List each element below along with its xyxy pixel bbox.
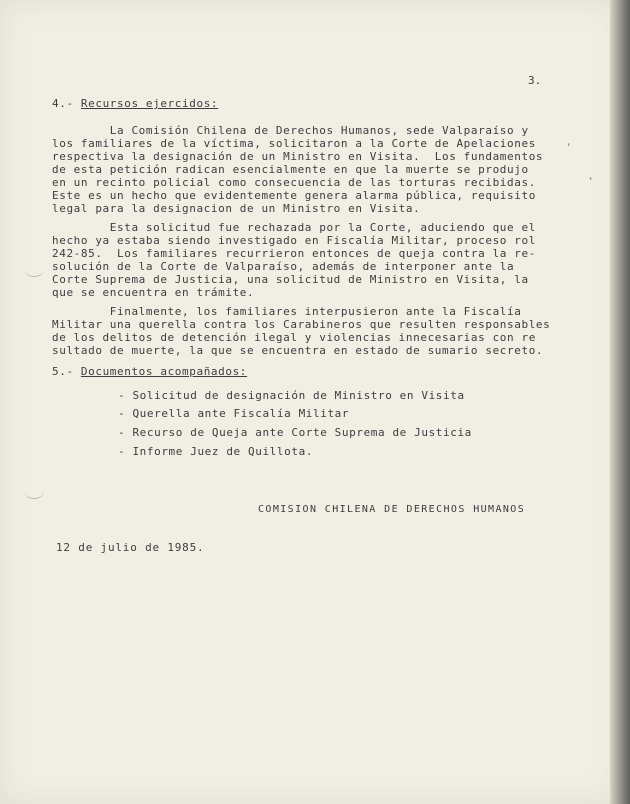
section-4-number: 4.- [52,97,74,110]
paragraph-1-line: los familiares de la víctima, solicitaron a la Corte de Apelaciones [52,137,536,150]
paragraph-1-line: en un recinto policial como consecuencia de las torturas recibidas. [52,176,536,189]
paragraph-2-line: Corte Suprema de Justicia, una solicitud de Ministro en Visita, la [52,273,529,286]
paragraph-1-line: La Comisión Chilena de Derechos Humanos, sede Valparaíso y [52,124,529,137]
paragraph-2-line: 242-85. Los familiares recurrieron entonces de queja contra la re- [52,247,536,260]
punch-hole-mark [24,262,44,277]
paragraph-2-line: Esta solicitud fue rechazada por la Corte, aduciendo que el [52,221,536,234]
stray-mark: , [588,172,594,182]
stray-mark: , [566,138,572,148]
attached-document-item: - Querella ante Fiscalía Militar [118,407,350,420]
document-date: 12 de julio de 1985. [56,541,205,554]
paragraph-1-line: respectiva la designación de un Ministro en Visita. Los fundamentos [52,150,544,163]
section-4-heading [52,97,218,110]
paragraph-1-line: legal para la designacion de un Ministro en Visita. [52,202,421,215]
section-4-title: Recursos ejercidos: [80,97,219,110]
section-5-heading [52,365,247,378]
page-number: 3. [528,74,542,87]
attached-document-item: - Informe Juez de Quillota. [118,445,314,458]
paragraph-2-line: que se encuentra en trámite. [52,286,255,299]
section-5-number: 5.- [52,365,74,378]
paragraph-2-line: solución de la Corte de Valparaíso, además de interponer ante la [52,260,515,273]
attached-document-item: - Solicitud de designación de Ministro en Visita [118,389,465,402]
scan-edge-shadow [610,0,630,804]
paragraph-1-line: de esta petición radican esencialmente en que la muerte se produjo [52,163,529,176]
punch-hole-mark [24,484,44,499]
section-5-title: Documentos acompañados: [80,365,248,378]
paragraph-1-line: Este es un hecho que evidentemente genera alarma pública, requisito [52,189,536,202]
paragraph-2-line: hecho ya estaba siendo investigado en Fiscalía Militar, proceso rol [52,234,536,247]
paragraph-3-line: Militar una querella contra los Carabineros que resulten responsables [52,318,551,331]
signature-organization: COMISION CHILENA DE DERECHOS HUMANOS [258,504,526,515]
attached-document-item: - Recurso de Queja ante Corte Suprema de Justicia [118,426,472,439]
paragraph-3-line: de los delitos de detención ilegal y violencias innecesarias con re [52,331,536,344]
paragraph-3-line: Finalmente, los familiares interpusieron ante la Fiscalía [52,305,522,318]
paragraph-3-line: sultado de muerte, la que se encuentra en estado de sumario secreto. [52,344,544,357]
